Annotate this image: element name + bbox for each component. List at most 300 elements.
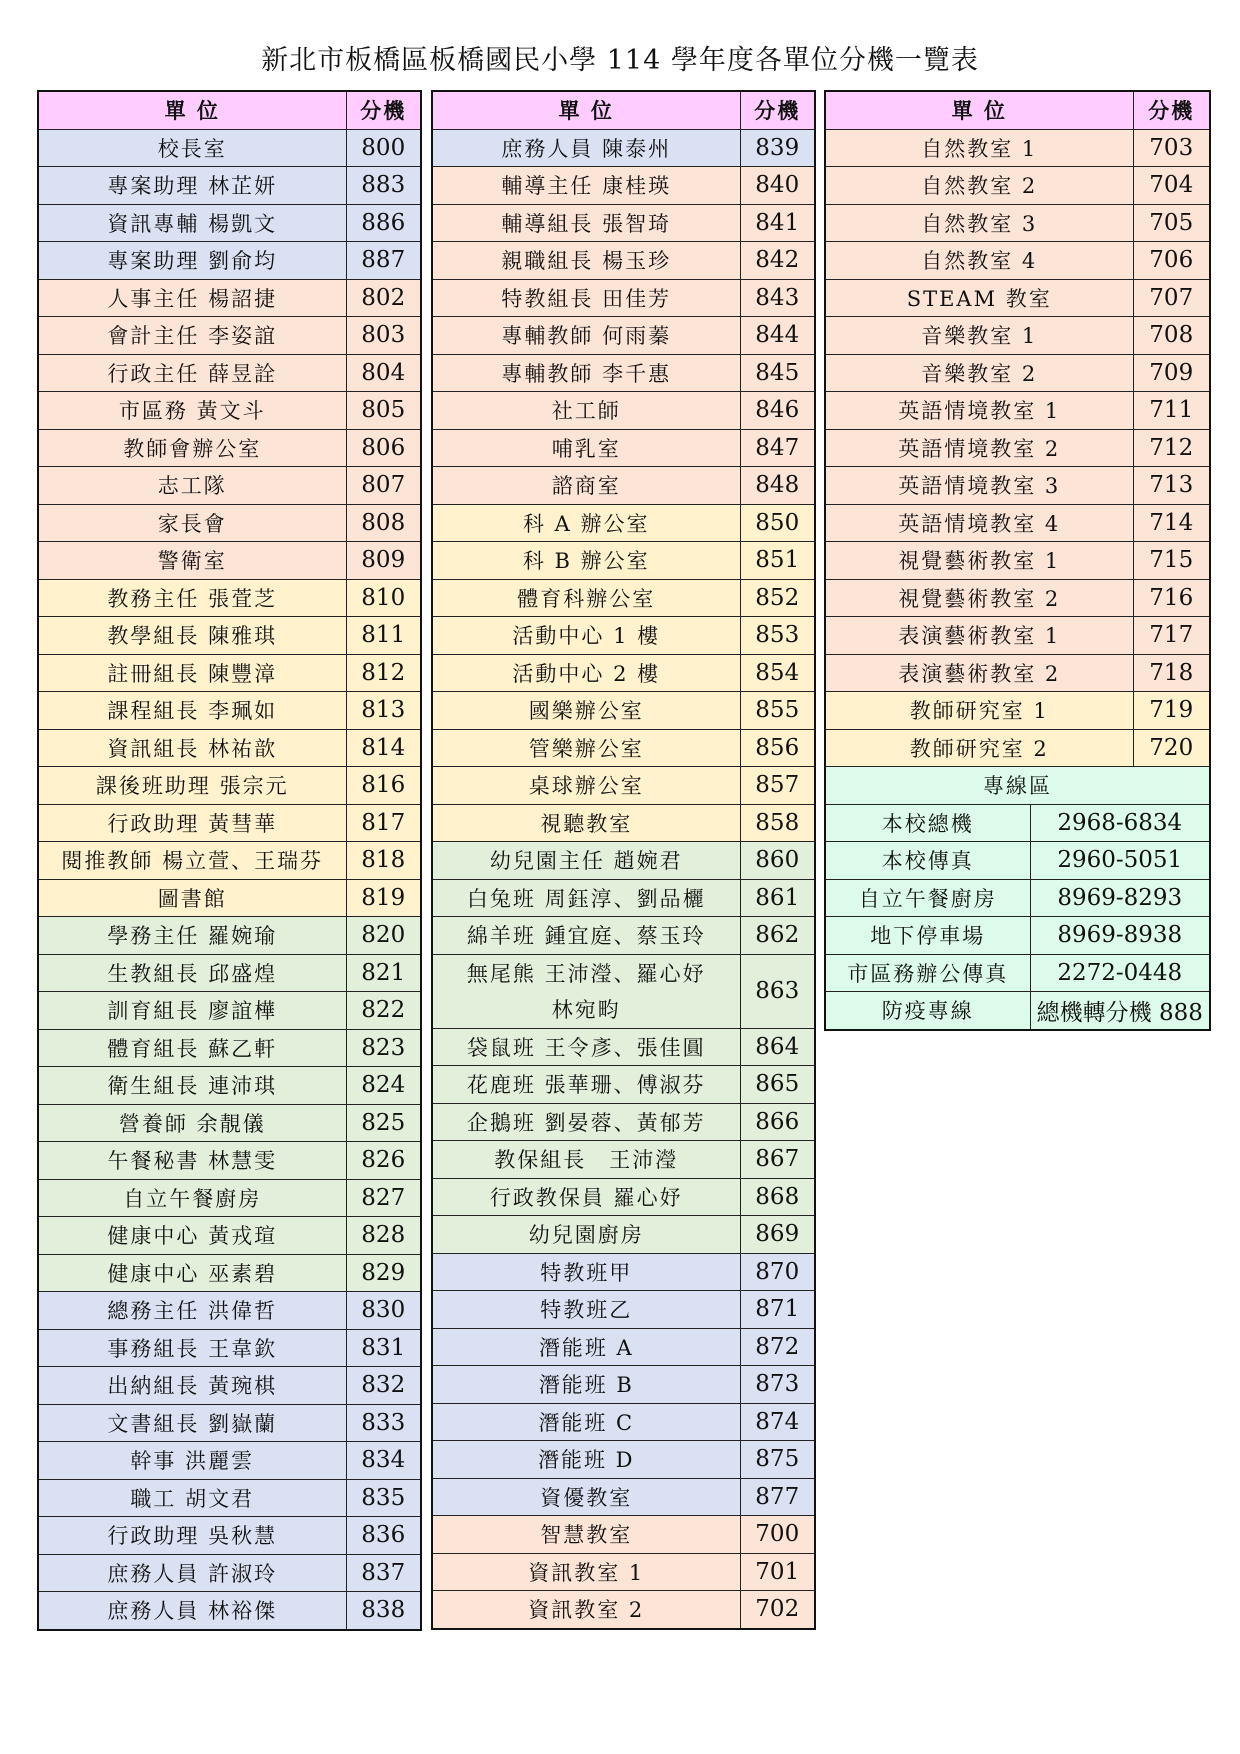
unit-cell: 特教班甲 [432, 1253, 740, 1291]
table-row [38, 654, 421, 692]
table-row [432, 392, 815, 430]
unit-cell: 註冊組長 陳豐漳 [38, 654, 346, 692]
table-row [38, 1517, 421, 1555]
unit-cell: 幹事 洪麗雲 [38, 1442, 346, 1480]
unit-cell: 潛能班 A [432, 1328, 740, 1366]
table-row [825, 542, 1210, 580]
table-row [825, 429, 1210, 467]
extension-cell: 814 [346, 729, 421, 767]
unit-cell: 潛能班 B [432, 1366, 740, 1404]
unit-cell: 無尾熊 王沛瀅、羅心妤 [432, 954, 740, 991]
unit-cell: 職工 胡文君 [38, 1479, 346, 1517]
extension-cell: 702 [740, 1591, 815, 1629]
table-row [38, 1254, 421, 1292]
table-row [432, 842, 815, 880]
extension-cell: 825 [346, 1104, 421, 1142]
table-row [825, 129, 1210, 167]
unit-cell: 文書組長 劉嶽蘭 [38, 1404, 346, 1442]
unit-cell: 體育組長 蘇乙軒 [38, 1029, 346, 1067]
unit-cell: 自然教室 4 [825, 242, 1133, 280]
unit-cell: 表演藝術教室 1 [825, 617, 1133, 655]
extension-cell: 807 [346, 467, 421, 505]
table-row [38, 279, 421, 317]
hotline-row [825, 804, 1210, 842]
table-row [38, 804, 421, 842]
table-row [38, 542, 421, 580]
unit-cell: 教師研究室 1 [825, 692, 1133, 730]
unit-cell: 午餐秘書 林慧雯 [38, 1142, 346, 1180]
unit-cell: 活動中心 1 樓 [432, 617, 740, 655]
extension-cell: 827 [346, 1179, 421, 1217]
extension-cell: 837 [346, 1554, 421, 1592]
extension-cell: 806 [346, 429, 421, 467]
unit-cell: 行政助理 吳秋慧 [38, 1517, 346, 1555]
unit-cell: 專輔教師 何雨蓁 [432, 317, 740, 355]
extension-cell: 808 [346, 504, 421, 542]
unit-cell: 輔導主任 康桂瑛 [432, 167, 740, 205]
table-row [38, 1329, 421, 1367]
extension-cell: 855 [740, 692, 815, 730]
hotline-header-row [825, 767, 1210, 805]
hotline-label: 地下停車場 [825, 917, 1030, 955]
unit-cell: 諮商室 [432, 467, 740, 505]
ext-header: 分機 [346, 91, 421, 129]
unit-cell: 行政教保員 羅心妤 [432, 1178, 740, 1216]
extension-cell: 832 [346, 1367, 421, 1405]
table-row [825, 354, 1210, 392]
unit-cell: 庶務人員 陳泰州 [432, 129, 740, 167]
unit-cell: 出納組長 黃琬棋 [38, 1367, 346, 1405]
extension-cell: 868 [740, 1178, 815, 1216]
unit-cell: 音樂教室 1 [825, 317, 1133, 355]
unit-cell: 特教班乙 [432, 1291, 740, 1329]
unit-cell: 教務主任 張萓芝 [38, 579, 346, 617]
table-row [432, 1478, 815, 1516]
unit-cell: 人事主任 楊詔捷 [38, 279, 346, 317]
extension-cell: 802 [346, 279, 421, 317]
unit-cell: 自然教室 1 [825, 129, 1133, 167]
unit-cell: 桌球辦公室 [432, 767, 740, 805]
extension-cell: 714 [1133, 504, 1210, 542]
table-row [432, 1516, 815, 1554]
table-row [432, 429, 815, 467]
table-row [38, 617, 421, 655]
extension-cell: 811 [346, 617, 421, 655]
extension-cell: 862 [740, 917, 815, 955]
hotline-number: 8969-8293 [1030, 879, 1210, 917]
extension-cell: 705 [1133, 204, 1210, 242]
table-row [38, 467, 421, 505]
extension-cell: 812 [346, 654, 421, 692]
extension-cell: 819 [346, 879, 421, 917]
unit-cell: 智慧教室 [432, 1516, 740, 1554]
extension-cell: 824 [346, 1067, 421, 1105]
unit-cell: 資訊教室 2 [432, 1591, 740, 1629]
unit-cell: 志工隊 [38, 467, 346, 505]
table-row [825, 729, 1210, 767]
extension-cell: 717 [1133, 617, 1210, 655]
extension-cell: 713 [1133, 467, 1210, 505]
unit-cell: 自立午餐廚房 [38, 1179, 346, 1217]
unit-cell: 資優教室 [432, 1478, 740, 1516]
hotline-label: 本校傳真 [825, 842, 1030, 880]
table-row [825, 317, 1210, 355]
unit-cell: 活動中心 2 樓 [432, 654, 740, 692]
table-row [38, 1179, 421, 1217]
table-row [432, 204, 815, 242]
extension-cell: 877 [740, 1478, 815, 1516]
extension-cell: 818 [346, 842, 421, 880]
unit-cell: 幼兒園廚房 [432, 1216, 740, 1254]
extension-cell: 708 [1133, 317, 1210, 355]
extension-cell: 821 [346, 954, 421, 992]
unit-cell: 教師研究室 2 [825, 729, 1133, 767]
table-row [38, 1217, 421, 1255]
unit-cell: 英語情境教室 4 [825, 504, 1133, 542]
unit-cell-line2: 林宛畇 [432, 991, 740, 1028]
extension-cell: 869 [740, 1216, 815, 1254]
unit-cell: 袋鼠班 王令彥、張佳圓 [432, 1028, 740, 1066]
table-row [432, 654, 815, 692]
table-row [825, 167, 1210, 205]
table-row [432, 1028, 815, 1066]
table-row [38, 354, 421, 392]
table-row [432, 129, 815, 167]
unit-cell: 視覺藝術教室 2 [825, 579, 1133, 617]
extension-table-1 [37, 90, 422, 1631]
unit-cell: 學務主任 羅婉瑜 [38, 917, 346, 955]
ext-header: 分機 [740, 91, 815, 129]
extension-cell: 850 [740, 504, 815, 542]
extension-cell: 820 [346, 917, 421, 955]
extension-cell: 843 [740, 279, 815, 317]
table-row [432, 1403, 815, 1441]
table-row [38, 767, 421, 805]
unit-cell: 行政主任 薛昱詮 [38, 354, 346, 392]
unit-cell: 衛生組長 連沛琪 [38, 1067, 346, 1105]
unit-cell: 英語情境教室 3 [825, 467, 1133, 505]
extension-cell: 886 [346, 204, 421, 242]
hotline-title: 專線區 [825, 767, 1210, 805]
extension-cell: 813 [346, 692, 421, 730]
table-row [38, 392, 421, 430]
table-row [432, 1253, 815, 1291]
unit-cell: 潛能班 C [432, 1403, 740, 1441]
extension-cell: 865 [740, 1066, 815, 1104]
extension-cell: 707 [1133, 279, 1210, 317]
unit-cell: 專輔教師 李千惠 [432, 354, 740, 392]
table-row [432, 617, 815, 655]
unit-cell: 行政助理 黃彗華 [38, 804, 346, 842]
table-row [825, 392, 1210, 430]
extension-cell: 833 [346, 1404, 421, 1442]
extension-cell: 836 [346, 1517, 421, 1555]
table-row [432, 804, 815, 842]
hotline-row [825, 917, 1210, 955]
unit-cell: 視聽教室 [432, 804, 740, 842]
unit-cell: 營養師 余靚儀 [38, 1104, 346, 1142]
extension-cell: 804 [346, 354, 421, 392]
unit-cell: 專案助理 劉俞均 [38, 242, 346, 280]
extension-cell: 873 [740, 1366, 815, 1404]
table-row [825, 204, 1210, 242]
extension-cell: 834 [346, 1442, 421, 1480]
unit-cell: 科 A 辦公室 [432, 504, 740, 542]
unit-cell: 表演藝術教室 2 [825, 654, 1133, 692]
extension-cell: 841 [740, 204, 815, 242]
table-row [38, 579, 421, 617]
extension-cell: 718 [1133, 654, 1210, 692]
table-row [432, 354, 815, 392]
extension-cell: 852 [740, 579, 815, 617]
unit-header: 單 位 [825, 91, 1133, 129]
table-row [432, 692, 815, 730]
table-row [432, 1066, 815, 1104]
hotline-number: 總機轉分機 888 [1030, 992, 1210, 1030]
extension-cell: 838 [346, 1592, 421, 1630]
table-row [432, 1216, 815, 1254]
hotline-row [825, 992, 1210, 1030]
table-row [38, 1292, 421, 1330]
unit-cell: 市區務 黃文斗 [38, 392, 346, 430]
extension-cell: 863 [740, 954, 815, 1028]
extension-cell: 700 [740, 1516, 815, 1554]
unit-cell: 生教組長 邱盛煌 [38, 954, 346, 992]
extension-cell: 860 [740, 842, 815, 880]
hotline-row [825, 879, 1210, 917]
extension-cell: 844 [740, 317, 815, 355]
table-row [432, 542, 815, 580]
extension-cell: 866 [740, 1103, 815, 1141]
extension-table-2 [431, 90, 816, 1630]
unit-cell: 閱推教師 楊立萱、王瑞芬 [38, 842, 346, 880]
table-row [432, 1328, 815, 1366]
extension-cell: 861 [740, 879, 815, 917]
unit-cell: 健康中心 巫素碧 [38, 1254, 346, 1292]
table-row [825, 467, 1210, 505]
unit-header: 單 位 [38, 91, 346, 129]
unit-cell: 綿羊班 鍾宜庭、蔡玉玲 [432, 917, 740, 955]
table-row [38, 1554, 421, 1592]
extension-cell: 703 [1133, 129, 1210, 167]
table-row [38, 1479, 421, 1517]
unit-cell: 圖書館 [38, 879, 346, 917]
unit-cell: 庶務人員 林裕傑 [38, 1592, 346, 1630]
unit-cell: 庶務人員 許淑玲 [38, 1554, 346, 1592]
table-row [38, 954, 421, 992]
table-row [825, 654, 1210, 692]
extension-cell: 856 [740, 729, 815, 767]
unit-cell: 哺乳室 [432, 429, 740, 467]
extension-cell: 709 [1133, 354, 1210, 392]
table-row [432, 917, 815, 955]
extension-cell: 872 [740, 1328, 815, 1366]
unit-cell: 白兔班 周鈺淳、劉品欐 [432, 879, 740, 917]
unit-cell: 親職組長 楊玉珍 [432, 242, 740, 280]
unit-cell: 警衛室 [38, 542, 346, 580]
unit-cell: 事務組長 王韋欽 [38, 1329, 346, 1367]
unit-cell: 管樂辦公室 [432, 729, 740, 767]
extension-cell: 803 [346, 317, 421, 355]
unit-cell: 專案助理 林芷妍 [38, 167, 346, 205]
extension-cell: 816 [346, 767, 421, 805]
table-row [38, 1029, 421, 1067]
extension-cell: 854 [740, 654, 815, 692]
table-row [38, 1067, 421, 1105]
hotline-row [825, 954, 1210, 992]
unit-cell: 教學組長 陳雅琪 [38, 617, 346, 655]
unit-cell: 社工師 [432, 392, 740, 430]
extension-cell: 867 [740, 1141, 815, 1179]
table-row [38, 842, 421, 880]
hotline-number: 2272-0448 [1030, 954, 1210, 992]
hotline-label: 自立午餐廚房 [825, 879, 1030, 917]
table-row [432, 1291, 815, 1329]
table-row [432, 1141, 815, 1179]
unit-cell: 自然教室 3 [825, 204, 1133, 242]
extension-cell: 720 [1133, 729, 1210, 767]
extension-cell: 835 [346, 1479, 421, 1517]
unit-cell: STEAM 教室 [825, 279, 1133, 317]
extension-cell: 847 [740, 429, 815, 467]
table-row [38, 917, 421, 955]
extension-cell: 810 [346, 579, 421, 617]
extension-cell: 716 [1133, 579, 1210, 617]
table-row [432, 504, 815, 542]
table-row [38, 167, 421, 205]
extension-cell: 809 [346, 542, 421, 580]
table-row [38, 504, 421, 542]
extension-cell: 719 [1133, 692, 1210, 730]
table-row [38, 1592, 421, 1630]
table-row [38, 879, 421, 917]
unit-cell: 家長會 [38, 504, 346, 542]
extension-cell: 857 [740, 767, 815, 805]
unit-cell: 企鵝班 劉晏蓉、黃郁芳 [432, 1103, 740, 1141]
extension-cell: 822 [346, 992, 421, 1030]
table-row [825, 692, 1210, 730]
table-row [432, 1103, 815, 1141]
unit-cell: 會計主任 李姿誼 [38, 317, 346, 355]
unit-cell: 輔導組長 張智琦 [432, 204, 740, 242]
table-row [432, 242, 815, 280]
table-row [825, 504, 1210, 542]
extension-cell: 875 [740, 1441, 815, 1479]
table-row [432, 879, 815, 917]
unit-cell: 總務主任 洪偉哲 [38, 1292, 346, 1330]
table-row [38, 1104, 421, 1142]
table-row [432, 954, 815, 991]
table-row [432, 279, 815, 317]
table-row [38, 242, 421, 280]
unit-cell: 自然教室 2 [825, 167, 1133, 205]
unit-cell: 課程組長 李珮如 [38, 692, 346, 730]
unit-cell: 視覺藝術教室 1 [825, 542, 1133, 580]
table-row [825, 279, 1210, 317]
table-row [432, 1553, 815, 1591]
extension-cell: 826 [346, 1142, 421, 1180]
hotline-number: 2968-6834 [1030, 804, 1210, 842]
unit-cell: 課後班助理 張宗元 [38, 767, 346, 805]
hotline-label: 本校總機 [825, 804, 1030, 842]
extension-cell: 839 [740, 129, 815, 167]
unit-cell: 資訊專輔 楊凱文 [38, 204, 346, 242]
ext-header: 分機 [1133, 91, 1210, 129]
extension-cell: 704 [1133, 167, 1210, 205]
unit-cell: 健康中心 黃戎瑄 [38, 1217, 346, 1255]
extension-cell: 840 [740, 167, 815, 205]
hotline-row [825, 842, 1210, 880]
table-row [38, 729, 421, 767]
table-row [825, 242, 1210, 280]
extension-table-3 [824, 90, 1211, 1031]
unit-cell: 英語情境教室 2 [825, 429, 1133, 467]
extension-cell: 870 [740, 1253, 815, 1291]
unit-cell: 體育科辦公室 [432, 579, 740, 617]
extension-cell: 842 [740, 242, 815, 280]
table-row [825, 617, 1210, 655]
table-row [432, 1441, 815, 1479]
table-row [825, 579, 1210, 617]
table-row [38, 317, 421, 355]
unit-cell: 幼兒園主任 趙婉君 [432, 842, 740, 880]
extension-cell: 831 [346, 1329, 421, 1367]
unit-cell: 校長室 [38, 129, 346, 167]
extension-cell: 706 [1133, 242, 1210, 280]
extension-cell: 864 [740, 1028, 815, 1066]
extension-cell: 701 [740, 1553, 815, 1591]
extension-cell: 846 [740, 392, 815, 430]
unit-cell: 教保組長 王沛瀅 [432, 1141, 740, 1179]
unit-cell: 國樂辦公室 [432, 692, 740, 730]
unit-cell: 特教組長 田佳芳 [432, 279, 740, 317]
page-title: 新北市板橋區板橋國民小學 114 學年度各單位分機一覽表 [261, 45, 979, 76]
extension-cell: 830 [346, 1292, 421, 1330]
table-row [432, 317, 815, 355]
table-row [432, 467, 815, 505]
table-row [38, 692, 421, 730]
hotline-section [825, 767, 1210, 1030]
unit-cell: 教師會辦公室 [38, 429, 346, 467]
extension-cell: 848 [740, 467, 815, 505]
table-row [432, 1366, 815, 1404]
table-row [38, 204, 421, 242]
table-row [432, 1591, 815, 1629]
extension-cell: 805 [346, 392, 421, 430]
unit-cell: 潛能班 D [432, 1441, 740, 1479]
extension-cell: 845 [740, 354, 815, 392]
hotline-number: 8969-8938 [1030, 917, 1210, 955]
table-row [432, 729, 815, 767]
unit-cell: 資訊組長 林祐歆 [38, 729, 346, 767]
table-row [432, 579, 815, 617]
table-row [38, 992, 421, 1030]
extension-cell: 887 [346, 242, 421, 280]
extension-cell: 828 [346, 1217, 421, 1255]
extension-cell: 874 [740, 1403, 815, 1441]
hotline-label: 防疫專線 [825, 992, 1030, 1030]
extension-cell: 829 [346, 1254, 421, 1292]
unit-cell: 訓育組長 廖誼樺 [38, 992, 346, 1030]
extension-cell: 715 [1133, 542, 1210, 580]
extension-cell: 712 [1133, 429, 1210, 467]
unit-header: 單 位 [432, 91, 740, 129]
extension-cell: 823 [346, 1029, 421, 1067]
table-row [432, 767, 815, 805]
table-row [38, 1404, 421, 1442]
extension-cell: 817 [346, 804, 421, 842]
unit-cell: 資訊教室 1 [432, 1553, 740, 1591]
